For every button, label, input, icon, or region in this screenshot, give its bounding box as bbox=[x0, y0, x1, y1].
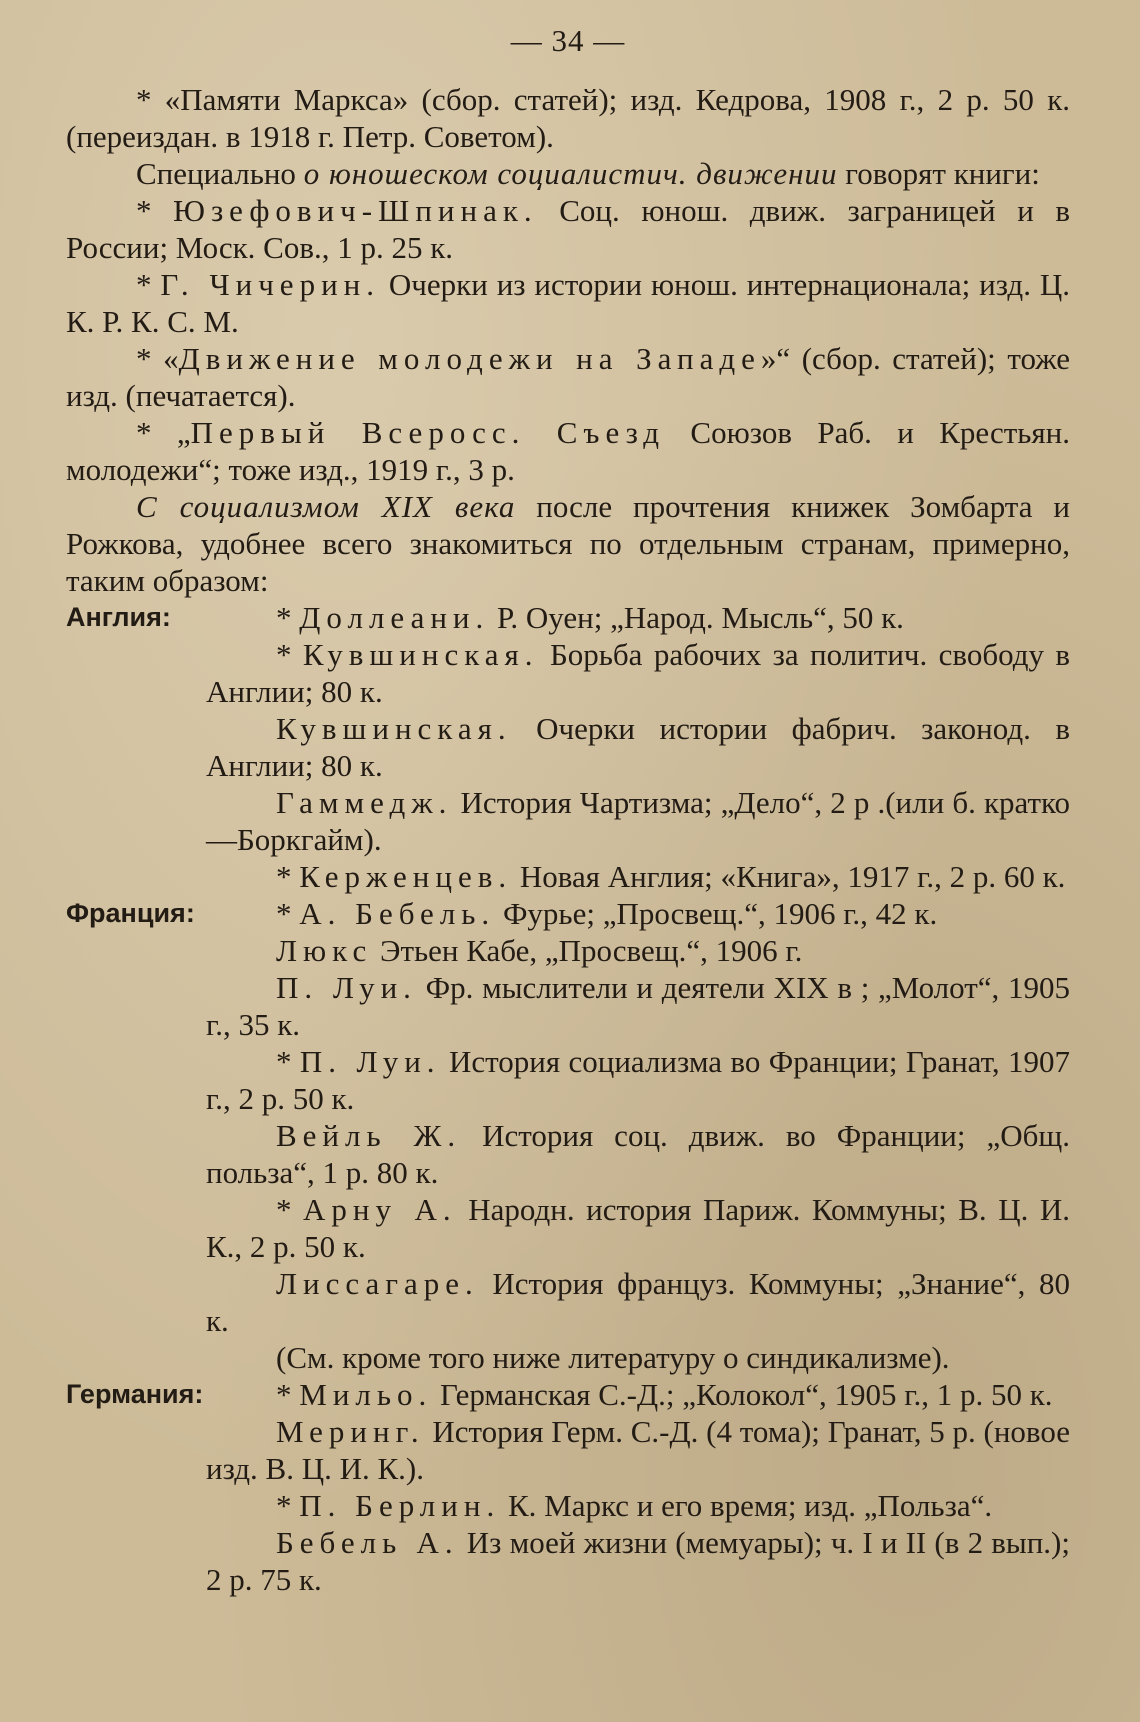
text: * bbox=[136, 193, 174, 228]
spaced-author: П. Берлин. bbox=[299, 1488, 501, 1523]
spaced-author: П. Луи. bbox=[299, 1044, 441, 1079]
bibliography-entry bbox=[206, 895, 1070, 932]
text: Из моей жизни (мемуары); ч. I и II (в 2 вып.); 2 р. 75 к. bbox=[206, 1525, 1070, 1597]
text: К. Маркс и его время; изд. „Польза“. bbox=[500, 1488, 993, 1523]
intro-block bbox=[66, 81, 1070, 599]
spaced-author: П. Луи. bbox=[276, 970, 417, 1005]
section-entries bbox=[206, 599, 1070, 895]
section-france bbox=[66, 895, 1070, 1376]
intro-paragraph bbox=[66, 192, 1070, 266]
bibliography-entry bbox=[206, 784, 1070, 858]
bibliography-note bbox=[206, 1339, 1070, 1376]
section-label: Франция: bbox=[66, 898, 195, 928]
text: Соц. юнош. движ. заграницей и в России; Моск. Сов., 1 р. 25 к. bbox=[66, 193, 1070, 265]
spaced-author: Керженцев. bbox=[299, 859, 513, 894]
intro-paragraph bbox=[66, 414, 1070, 488]
intro-paragraph bbox=[66, 155, 1070, 192]
text: История француз. Коммуны; „Знание“, 80 к. bbox=[206, 1266, 1070, 1338]
text: История социализма во Франции; Гранат, 1907 г., 2 р. 50 к. bbox=[206, 1044, 1070, 1116]
bibliography-entry bbox=[206, 932, 1070, 969]
text: * bbox=[276, 859, 300, 894]
intro-paragraph bbox=[66, 488, 1070, 599]
spaced-author: Юзефович-Шпинак. bbox=[173, 193, 538, 228]
bibliography-entry bbox=[206, 969, 1070, 1043]
text: * bbox=[276, 1044, 300, 1079]
text: после прочтения книжек Зомбарта и Рожкова, удобнее всего знакомиться по отдельным странам, примерно, таким образом: bbox=[66, 489, 1071, 598]
text: Союзов Раб. и Крестьян. молодежи“; тоже изд., 1919 г., 3 р. bbox=[66, 415, 1070, 487]
text: говорят книги: bbox=[837, 156, 1040, 191]
bibliography-entry bbox=[206, 1043, 1070, 1117]
text: * bbox=[276, 896, 300, 931]
section-entries bbox=[206, 1376, 1070, 1598]
text: * „ bbox=[136, 415, 191, 450]
italic-text: С социализмом XIX века bbox=[136, 489, 516, 524]
section-label: Англия: bbox=[66, 602, 171, 632]
text: * bbox=[276, 1377, 300, 1412]
text: Новая Англия; «Книга», 1917 г., 2 р. 60 к. bbox=[512, 859, 1066, 894]
text: * bbox=[136, 267, 161, 302]
section-england bbox=[66, 599, 1070, 895]
bibliography-entry bbox=[206, 858, 1070, 895]
spaced-author: Вейль Ж. bbox=[276, 1118, 462, 1153]
text: * bbox=[276, 1488, 300, 1523]
spaced-author: Кувшинская. bbox=[276, 711, 512, 746]
text: * « bbox=[136, 341, 179, 376]
spaced-title: Движение молодежи на Западе bbox=[178, 341, 761, 376]
bibliography-entry bbox=[206, 1265, 1070, 1339]
text: * bbox=[276, 1192, 304, 1227]
spaced-author: Мильо. bbox=[299, 1377, 433, 1412]
text: Народн. история Париж. Коммуны; В. Ц. И. К., 2 р. 50 к. bbox=[206, 1192, 1070, 1264]
text: История Чартизма; „Дело“, 2 р .(или б. кратко—Боркгайм). bbox=[206, 785, 1070, 857]
spaced-author: Лиссагаре. bbox=[276, 1266, 479, 1301]
spaced-author: Г. Чичерин. bbox=[160, 267, 380, 302]
bibliography-entry bbox=[206, 1413, 1070, 1487]
text: Очерки из истории юнош. интернационала; изд. Ц. К. Р. К. С. М. bbox=[66, 267, 1070, 339]
intro-paragraph bbox=[66, 266, 1070, 340]
text: Специально bbox=[136, 156, 304, 191]
text: * bbox=[276, 600, 300, 635]
section-entries bbox=[206, 895, 1070, 1376]
text: Германская С.-Д.; „Колокол“, 1905 г., 1 р. 50 к. bbox=[432, 1377, 1053, 1412]
text: Фурье; „Просвещ.“, 1906 г., 42 к. bbox=[495, 896, 938, 931]
spaced-author: Арну А. bbox=[303, 1192, 457, 1227]
bibliography-entry bbox=[206, 1191, 1070, 1265]
text: Очерки истории фабрич. законод. в Англии; 80 к. bbox=[206, 711, 1070, 783]
bibliography-entry bbox=[206, 1376, 1070, 1413]
text: * «Памяти Маркса» (сбор. статей); изд. Кедрова, 1908 г., 2 р. 50 к. (переиздан. в 1918 г. Петр. Советом). bbox=[66, 82, 1070, 154]
spaced-author: Люкс bbox=[276, 933, 373, 968]
text: Р. Оуен; „Народ. Мысль“, 50 к. bbox=[489, 600, 904, 635]
spaced-author: Меринг. bbox=[276, 1414, 425, 1449]
text: Этьен Кабе, „Просвещ.“, 1906 г. bbox=[372, 933, 803, 968]
bibliography-entry bbox=[206, 636, 1070, 710]
text: »“ (сбор. статей); тоже изд. (печатается). bbox=[66, 341, 1070, 413]
text: (См. кроме того ниже литературу о синдикализме). bbox=[276, 1340, 950, 1375]
spaced-author: Гаммедж. bbox=[276, 785, 453, 820]
section-germany bbox=[66, 1376, 1070, 1598]
spaced-title: Первый Всеросс. Съезд bbox=[190, 415, 666, 450]
section-label: Германия: bbox=[66, 1379, 204, 1409]
spaced-author: Доллеани. bbox=[299, 600, 490, 635]
spaced-author: А. Бебель. bbox=[299, 896, 496, 931]
spaced-author: Кувшинская. bbox=[302, 637, 539, 672]
spaced-author: Бебель А. bbox=[276, 1525, 459, 1560]
page-number: — 34 — bbox=[510, 23, 626, 58]
italic-text: о юношеском социалистич. движении bbox=[303, 156, 838, 191]
bibliography-entry bbox=[206, 1487, 1070, 1524]
bibliography-entry bbox=[206, 1117, 1070, 1191]
intro-paragraph bbox=[66, 81, 1070, 155]
text: Фр. мыслители и деятели XIX в ; „Молот“, 1905 г., 35 к. bbox=[206, 970, 1070, 1042]
text: Борьба рабочих за политич. свободу в Англии; 80 к. bbox=[206, 637, 1071, 709]
bibliography-entry bbox=[206, 599, 1070, 636]
intro-paragraph bbox=[66, 340, 1070, 414]
text: История соц. движ. во Франции; „Общ. польза“, 1 р. 80 к. bbox=[206, 1118, 1070, 1190]
text: * bbox=[276, 637, 303, 672]
text: История Герм. С.-Д. (4 тома); Гранат, 5 р. (новое изд. В. Ц. И. К.). bbox=[206, 1414, 1070, 1486]
bibliography-entry bbox=[206, 710, 1070, 784]
bibliography-entry bbox=[206, 1524, 1070, 1598]
